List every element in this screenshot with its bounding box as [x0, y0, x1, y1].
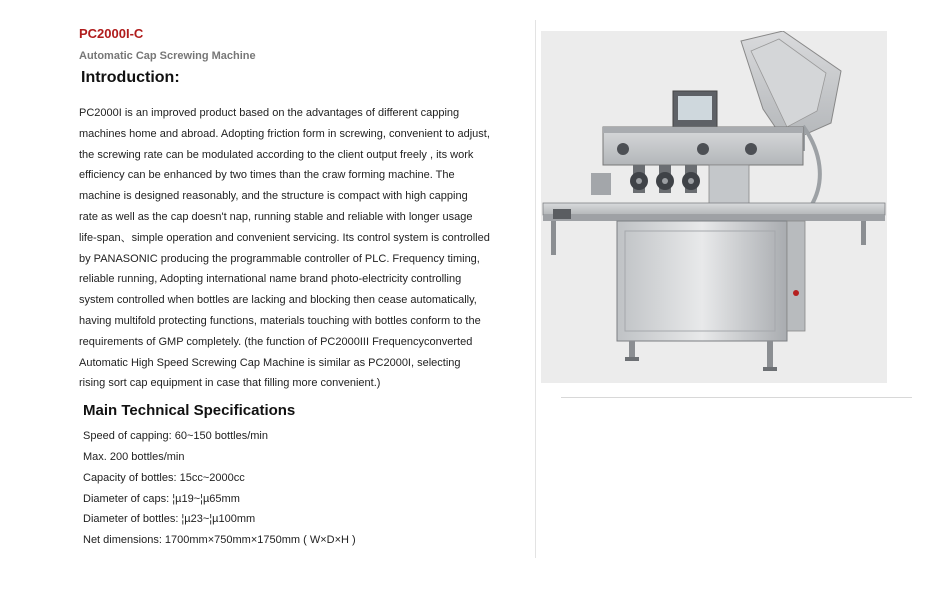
spec-item: Diameter of bottles: ¦µ23~¦µ100mm — [83, 513, 256, 526]
intro-line: efficiency can be enhanced by two times than the craw forming machine. The — [79, 169, 455, 182]
spec-item: Capacity of bottles: 15cc~2000cc — [83, 471, 245, 484]
intro-line: rising sort cap equipment in case that filling more convenient.) — [79, 377, 381, 390]
specifications-heading: Main Technical Specifications — [83, 402, 296, 420]
introduction-text — [79, 103, 531, 394]
horizontal-divider — [561, 397, 912, 398]
intro-line: requirements of GMP completely. (the function of PC2000III Frequencyconverted — [79, 335, 473, 348]
spec-item: Max. 200 bottles/min — [83, 450, 185, 463]
product-description — [79, 26, 531, 551]
intro-line: rate as well as the cap doesn't nap, running stable and reliable with longer usage — [79, 210, 473, 223]
spec-item: Net dimensions: 1700mm×750mm×1750mm ( W×D×H ) — [83, 534, 356, 547]
intro-line: having multifold protecting functions, materials touching with bottles conform to the — [79, 314, 481, 327]
spec-item: Speed of capping: 60~150 bottles/min — [83, 430, 268, 443]
intro-line: machine is designed reasonably, and the structure is compact with high capping — [79, 190, 468, 203]
machine-photo — [541, 31, 887, 383]
intro-line: system controlled when bottles are lacking and blocking then cease automatically, — [79, 294, 477, 307]
spec-item: Diameter of caps: ¦µ19~¦µ65mm — [83, 492, 240, 505]
intro-line: PC2000I is an improved product based on the advantages of different capping — [79, 107, 460, 119]
intro-line: life-span、simple operation and convenient servicing. Its control system is controlled — [79, 231, 490, 244]
specifications-list — [83, 426, 531, 551]
product-model: PC2000I-C — [79, 26, 144, 41]
intro-line: reliable running, Adopting international name brand photo-electricity controlling — [79, 273, 462, 286]
intro-line: machines home and abroad. Adopting friction form in screwing, convenient to adjust, — [79, 127, 490, 140]
intro-line: by PANASONIC producing the programmable controller of PLC. Frequency timing, — [79, 252, 480, 265]
capping-machine-illustration — [541, 31, 887, 383]
intro-line: Automatic High Speed Screwing Cap Machine is similar as PC2000I, selecting — [79, 356, 461, 369]
vertical-divider — [535, 20, 536, 558]
intro-line: the screwing rate can be modulated according to the client output freely , its work — [79, 148, 474, 161]
product-name: Automatic Cap Screwing Machine — [79, 50, 256, 62]
introduction-heading: Introduction: — [81, 69, 180, 86]
